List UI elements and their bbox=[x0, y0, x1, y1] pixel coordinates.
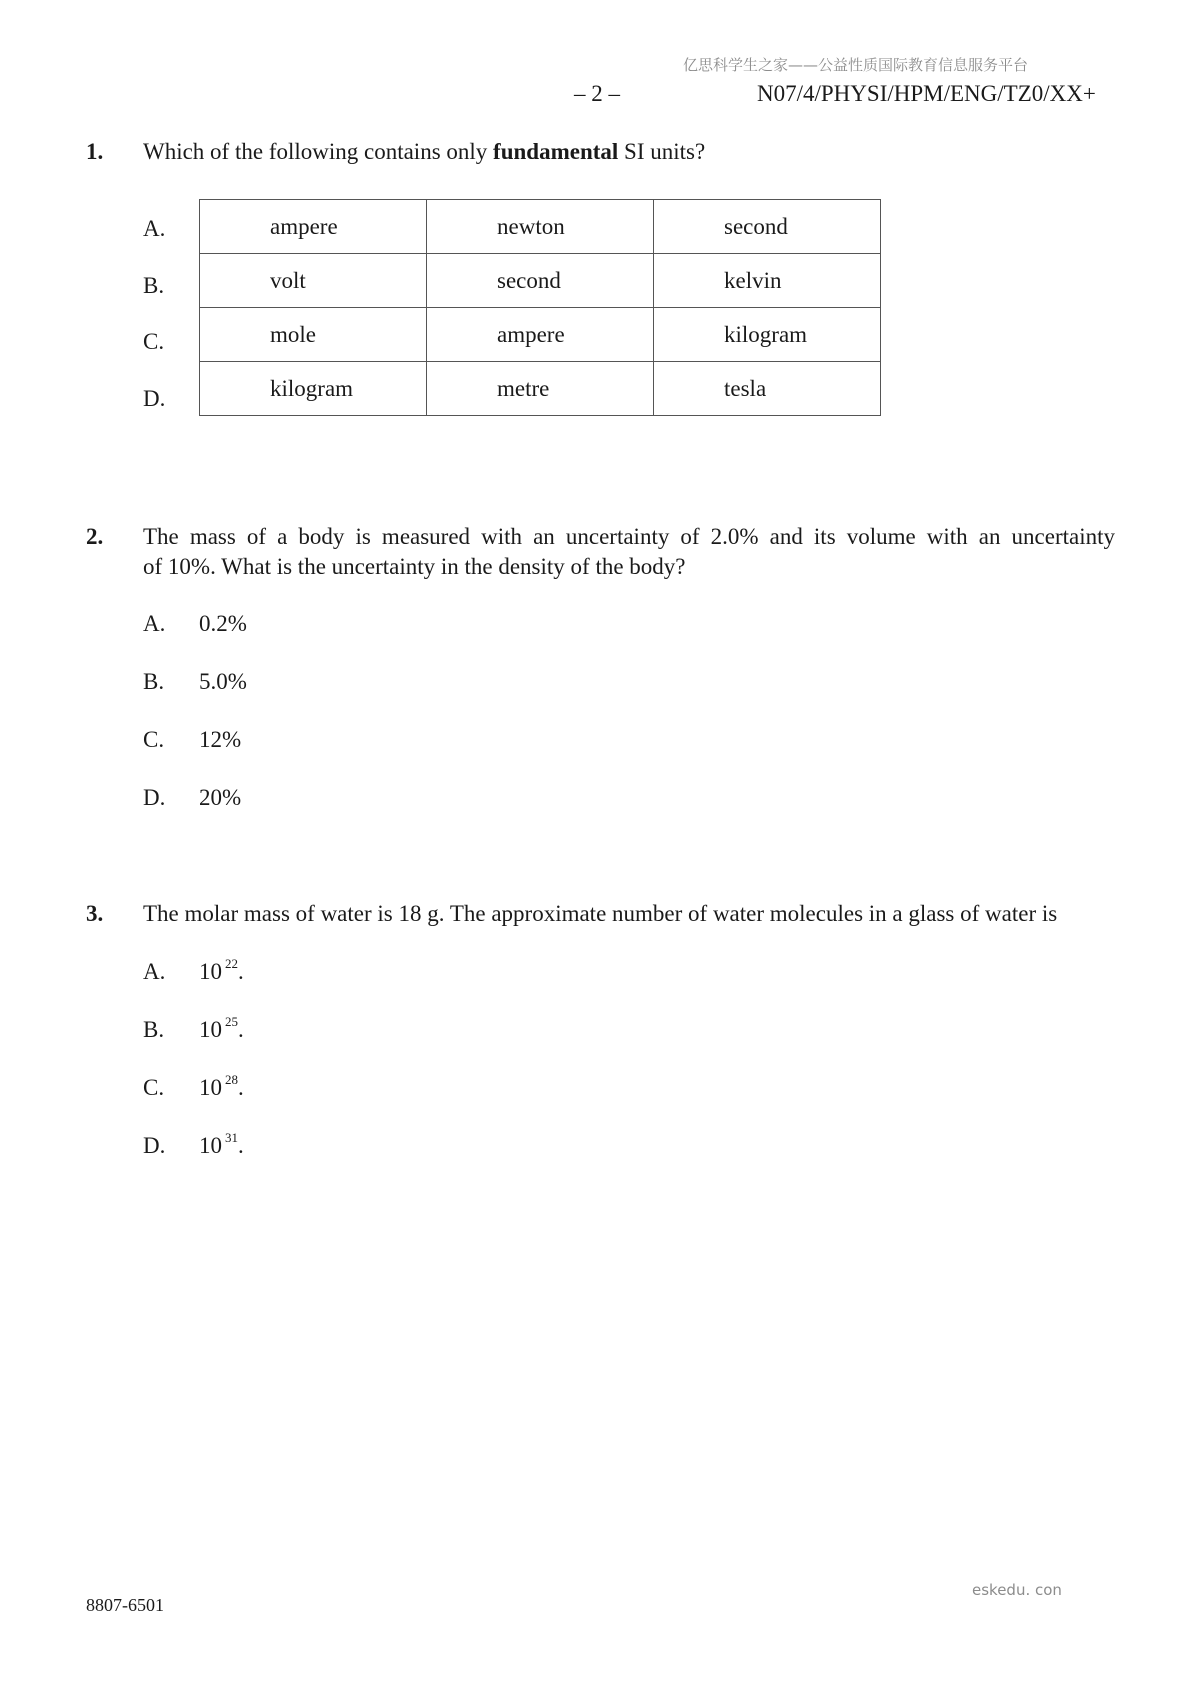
table-cell: ampere bbox=[427, 308, 654, 362]
q3-option-b-value: 10 $^{25}$. bbox=[199, 1014, 244, 1042]
watermark-top: 亿思科学生之家——公益性质国际教育信息服务平台 bbox=[683, 56, 1029, 74]
q2-option-c-letter: C. bbox=[143, 727, 165, 752]
table-cell: newton bbox=[427, 200, 654, 254]
table-cell: second bbox=[654, 200, 881, 254]
question-3-text: The molar mass of water is 18 g. The approximate number of water molecules in a glass of water is bbox=[143, 901, 1058, 926]
q3-option-d-value: 10 $^{31}$. bbox=[199, 1130, 244, 1158]
table-row bbox=[200, 308, 881, 362]
table-cell: second bbox=[427, 254, 654, 308]
table-cell: kilogram bbox=[200, 362, 427, 416]
q3-option-d-letter: D. bbox=[143, 1133, 166, 1158]
q2-option-a-value: 0.2% bbox=[199, 611, 247, 636]
q2-option-c-value: 12% bbox=[199, 727, 242, 752]
q3-option-a-letter: A. bbox=[143, 959, 166, 984]
q2-option-d-letter: D. bbox=[143, 785, 166, 810]
question-1-text: Which of the following contains only fundamental SI units? bbox=[143, 139, 706, 164]
table-row bbox=[200, 200, 881, 254]
footer-code: 8807-6501 bbox=[86, 1595, 164, 1615]
question-1-number: 1. bbox=[86, 139, 104, 164]
table-cell: kelvin bbox=[654, 254, 881, 308]
table-cell: volt bbox=[200, 254, 427, 308]
question-2-text-line2: of 10%. What is the uncertainty in the density of the body? bbox=[143, 554, 686, 579]
q2-option-a-letter: A. bbox=[143, 611, 166, 636]
q2-option-b-letter: B. bbox=[143, 669, 165, 694]
q1-units-table bbox=[199, 199, 881, 416]
q1-option-d-letter: D. bbox=[143, 386, 166, 411]
table-cell: mole bbox=[200, 308, 427, 362]
question-1-emphasis: fundamental bbox=[493, 139, 619, 164]
q3-option-c-value: 10 $^{28}$. bbox=[199, 1072, 244, 1100]
q1-option-a-letter: A. bbox=[143, 216, 166, 241]
table-cell: kilogram bbox=[654, 308, 881, 362]
table-cell: metre bbox=[427, 362, 654, 416]
table-row bbox=[200, 254, 881, 308]
q1-option-c-letter: C. bbox=[143, 329, 165, 354]
table-cell: tesla bbox=[654, 362, 881, 416]
question-2-text-line1: The mass of a body is measured with an uncertainty of 2.0% and its volume with an uncertainty bbox=[143, 524, 1115, 549]
q1-option-b-letter: B. bbox=[143, 273, 165, 298]
paper-code: N07/4/PHYSI/HPM/ENG/TZ0/XX+ bbox=[757, 81, 1096, 106]
q3-option-b-letter: B. bbox=[143, 1017, 165, 1042]
question-2-number: 2. bbox=[86, 524, 104, 549]
q3-option-a-value: 10 $^{22}$. bbox=[199, 956, 244, 984]
q3-option-c-letter: C. bbox=[143, 1075, 165, 1100]
q2-option-b-value: 5.0% bbox=[199, 669, 247, 694]
question-3-number: 3. bbox=[86, 901, 104, 926]
table-cell: ampere bbox=[200, 200, 427, 254]
page-number: – 2 – bbox=[574, 81, 620, 106]
table-row bbox=[200, 362, 881, 416]
watermark-bottom: eskedu. con bbox=[972, 1581, 1062, 1599]
q2-option-d-value: 20% bbox=[199, 785, 242, 810]
